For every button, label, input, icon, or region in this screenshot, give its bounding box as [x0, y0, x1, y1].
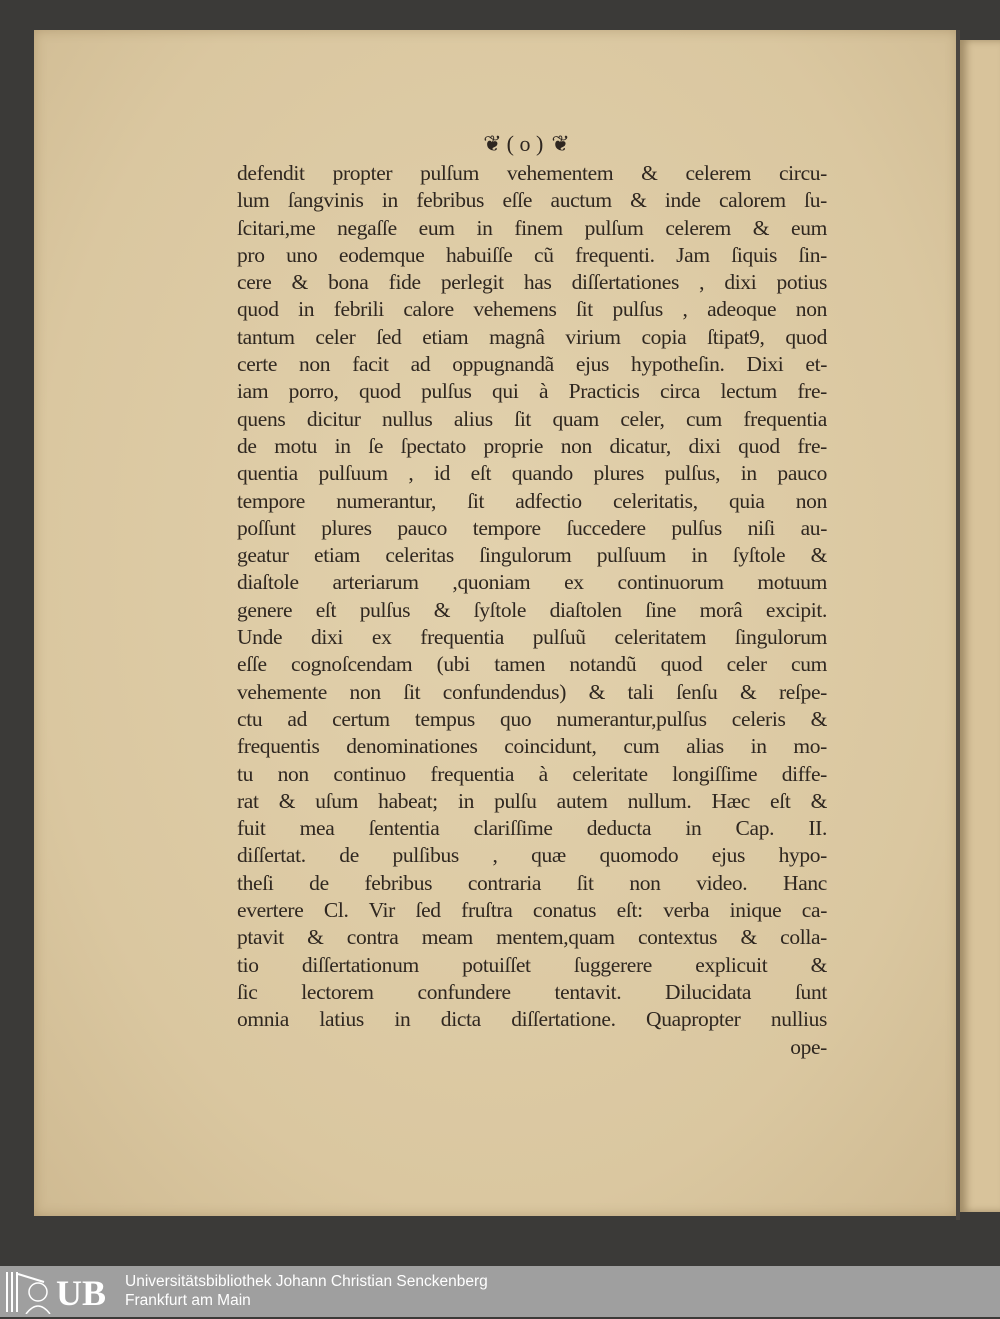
text-line: lum ſangvinis in febribus eſſe auctum & inde calorem ſu-	[237, 188, 827, 213]
text-line: ptavit & contra meam mentem,quam contextus & colla-	[237, 925, 827, 950]
text-line: ctu ad certum tempus quo numerantur,pulſus celeris &	[237, 706, 827, 731]
text-line: quod in febrili calore vehemens ſit pulſus , adeoque non	[237, 297, 827, 322]
text-line: tio diſſertationum potuiſſet ſuggerere explicuit &	[237, 952, 827, 977]
ub-logo	[4, 1270, 118, 1314]
text-line: tu non continuo frequentia à celeritate longiſſime diffe-	[237, 761, 827, 786]
text-line: quens dicitur nullus alius ſit quam celer, cum frequentia	[237, 406, 827, 431]
text-line: genere eſt pulſus & ſyſtole diaſtolen ſine morâ excipit.	[237, 597, 827, 622]
text-line: diſſertat. de pulſibus , quæ quomodo ejus hypo-	[237, 843, 827, 868]
text-line: ſic lectorem confundere tentavit. Dilucidata ſunt	[237, 979, 827, 1004]
text-line: Unde dixi ex frequentia pulſuũ celeritatem ſingulorum	[237, 625, 827, 650]
page-number: ( o )	[506, 131, 544, 156]
institution-city: Frankfurt am Main	[125, 1292, 251, 1309]
text-line: tempore numerantur, ſit adfectio celeritatis, quia non	[237, 488, 827, 513]
logo-text: UB	[56, 1273, 107, 1313]
ornament-left-icon: ❦	[483, 131, 499, 156]
text-line: rat & uſum habeat; in pulſu autem nullum. Hæc eſt &	[237, 788, 827, 813]
text-line: theſi de febribus contraria ſit non video. Hanc	[237, 870, 827, 895]
catchword: ope-	[790, 1034, 827, 1059]
text-line: certe non facit ad oppugnandã ejus hypotheſin. Dixi et-	[237, 352, 827, 377]
text-line: defendit propter pulſum vehementem & celerem circu-	[237, 161, 827, 185]
page-header	[440, 128, 610, 160]
ornament-right-icon: ❦	[551, 131, 567, 156]
text-line: poſſunt plures pauco tempore ſuccedere pulſus niſi au-	[237, 515, 827, 540]
text-line: quentia pulſuum , id eſt quando plures pulſus, in pauco	[237, 461, 827, 486]
text-line: fuit mea ſententia clariſſime deducta in Cap. II.	[237, 816, 827, 841]
library-footer	[0, 1266, 1000, 1317]
text-line: tantum celer ſed etiam magnâ virium copia ſtipat9, quod	[237, 324, 827, 349]
text-line: de motu in ſe ſpectato proprie non dicatur, dixi quod fre-	[237, 433, 827, 458]
next-page-edge	[960, 40, 1000, 1212]
text-line: omnia latius in dicta diſſertatione. Quapropter nullius	[237, 1007, 827, 1032]
text-line: iam porro, quod pulſus qui à Practicis circa lectum fre-	[237, 379, 827, 404]
institution-name: Universitätsbibliothek Johann Christian Senckenberg	[125, 1273, 488, 1290]
text-line: diaſtole arteriarum ,quoniam ex continuorum motuum	[237, 570, 827, 595]
text-line: cere & bona fide perlegit has diſſertationes , dixi potius	[237, 270, 827, 295]
text-line: eſſe cognoſcendam (ubi tamen notandũ quod celer cum	[237, 652, 827, 677]
text-line: frequentis denominationes coincidunt, cum alias in mo-	[237, 734, 827, 759]
text-line: vehemente non ſit confundendus) & tali ſenſu & reſpe-	[237, 679, 827, 704]
text-line: geatur etiam celeritas ſingulorum pulſuum in ſyſtole &	[237, 543, 827, 568]
text-line: pro uno eodemque habuiſſe cũ frequenti. Jam ſiquis ſin-	[237, 242, 827, 267]
library-portrait-icon	[4, 1270, 54, 1314]
text-line: ſcitari,me negaſſe eum in finem pulſum celerem & eum	[237, 215, 827, 240]
body-text	[237, 160, 827, 1061]
text-line: evertere Cl. Vir ſed fruſtra conatus eſt: verba inique ca-	[237, 898, 827, 923]
